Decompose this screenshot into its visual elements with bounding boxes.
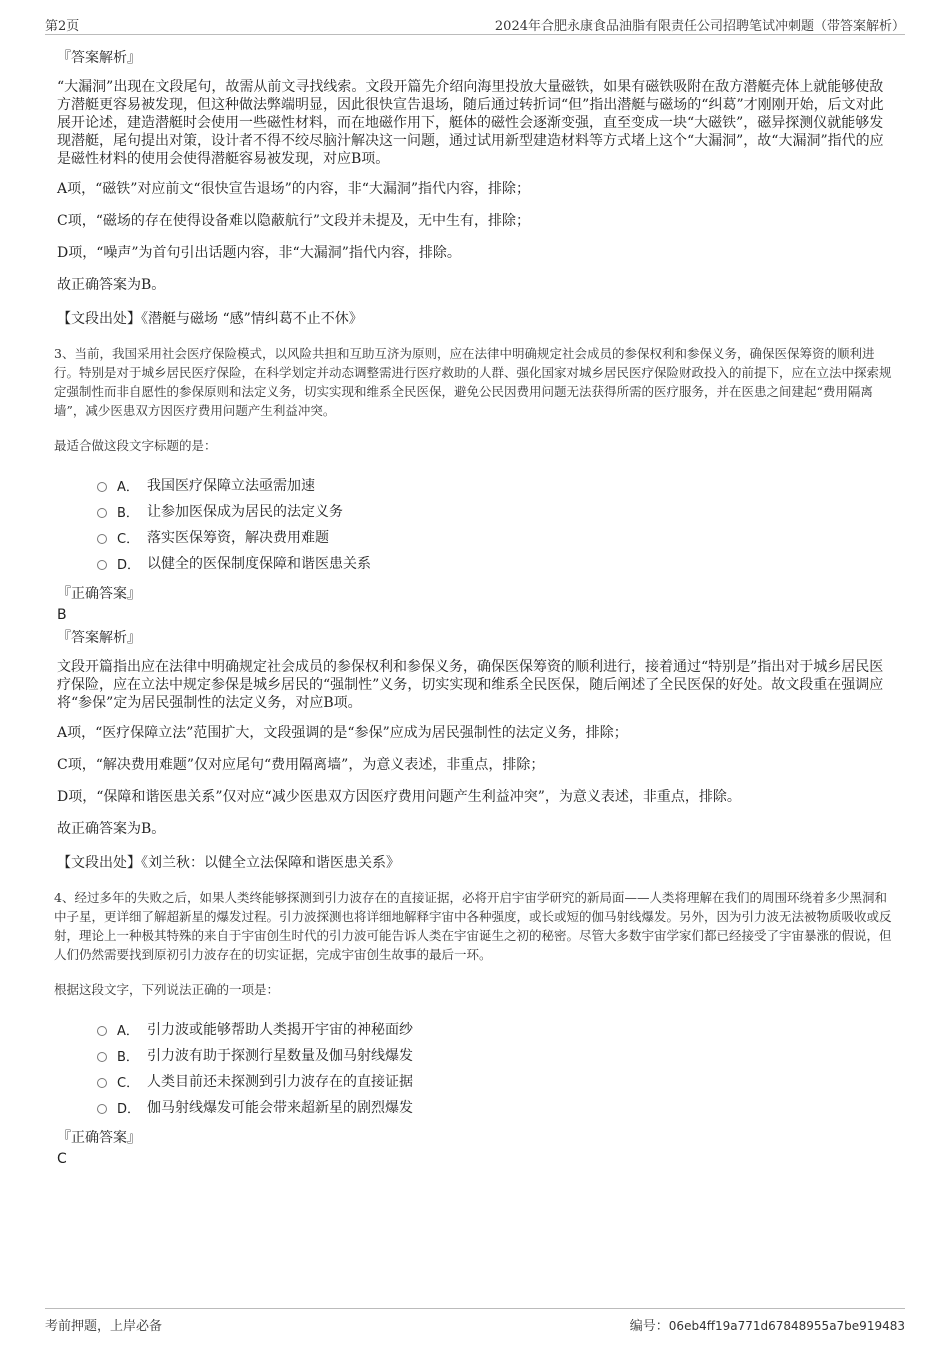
option-text: 伽马射线爆发可能会带来超新星的剧烈爆发 — [147, 1100, 413, 1116]
page-content — [54, 44, 895, 1170]
option-text: 引力波或能够帮助人类揭开宇宙的神秘面纱 — [147, 1022, 413, 1038]
analysis-option-d: D项，“噪声”为首句引出话题内容，非“大漏洞”指代内容，排除。 — [57, 245, 461, 261]
option-list — [97, 472, 895, 576]
source-citation: 【文段出处】《刘兰秋：以健全立法保障和谐医患关系》 — [57, 855, 400, 871]
radio-icon[interactable] — [97, 534, 107, 544]
source-citation: 【文段出处】《潜艇与磁场 “感”情纠葛不止不休》 — [57, 311, 363, 327]
analysis-text: 文段开篇指出应在法律中明确规定社会成员的参保权利和参保义务，确保医保筹资的顺利进行，接着通过“特别是”指出对于城乡居民医疗保险，应在立法中规定参保是城乡居民的“强制性”义务，切实实现和维系全民医保，随后阐述了全民医保的好处。故文段重在强调应将“参保”定为居民强制性的法定义务，对应B项。 — [57, 659, 884, 711]
option-letter: D． — [117, 557, 141, 573]
option-text: 让参加医保成为居民的法定义务 — [147, 504, 343, 520]
option-text: 引力波有助于探测行星数量及伽马射线爆发 — [147, 1048, 413, 1064]
option-b[interactable] — [97, 498, 895, 524]
question-stem: 4、经过多年的失败之后，如果人类终能够探测到引力波存在的直接证据，必将开启宇宙学研究的新局面——人类将理解在我们的周围环绕着多少黑洞和中子星，更详细了解超新星的爆发过程。引力波探测也将详细地解释宇宙中各种强度，或长或短的伽马射线爆发。另外，因为引力波无法被物质吸收或反射，理论上一种极其特殊的来自于宇宙创生时代的引力波可能告诉人类在宇宙诞生之初的秘密。尽管大多数宇宙学家们都已经接受了宇宙暴涨的假说，但人们仍然需要找到原初引力波存在的切实证据，完成宇宙创生故事的最后一环。 — [54, 890, 892, 962]
radio-icon[interactable] — [97, 560, 107, 570]
option-a[interactable] — [97, 1016, 895, 1042]
document-code — [630, 1315, 905, 1334]
radio-icon[interactable] — [97, 1026, 107, 1036]
radio-icon[interactable] — [97, 508, 107, 518]
analysis-label: 『答案解析』 — [57, 50, 141, 66]
option-text: 落实医保筹资，解决费用难题 — [147, 530, 329, 546]
option-d[interactable] — [97, 550, 895, 576]
option-a[interactable] — [97, 472, 895, 498]
option-d[interactable] — [97, 1094, 895, 1120]
option-text: 我国医疗保障立法亟需加速 — [147, 478, 315, 494]
option-b[interactable] — [97, 1042, 895, 1068]
analysis-text: “大漏洞”出现在文段尾句，故需从前文寻找线索。文段开篇先介绍向海里投放大量磁铁，如果有磁铁吸附在敌方潜艇壳体上就能够使敌方潜艇更容易被发现，但这种做法弊端明显，因此很快宣告退场，随后通过转折词“但”指出潜艇与磁场的“纠葛”才刚刚开始，后文对此展开论述，建造潜艇时会使用一些磁性材料，而在地磁作用下，艇体的磁性会逐渐变强，直至变成一块“大磁铁”，磁异探测仪就能够发现潜艇，尾句提出对策，设计者不得不绞尽脑汁解决这一问题，通过试用新型建造材料等方式堵上这个“大漏洞”，故“大漏洞”指代的应是磁性材料的使用会使得潜艇容易被发现，对应B项。 — [57, 79, 884, 167]
option-text: 人类目前还未探测到引力波存在的直接证据 — [147, 1074, 413, 1090]
option-letter: A． — [117, 479, 139, 495]
analysis-option-c: C项，“磁场的存在使得设备难以隐蔽航行”文段并未提及，无中生有，排除； — [57, 213, 531, 229]
conclusion: 故正确答案为B。 — [57, 821, 166, 837]
page-header — [45, 12, 905, 35]
option-c[interactable] — [97, 524, 895, 550]
analysis-label: 『答案解析』 — [57, 630, 141, 646]
radio-icon[interactable] — [97, 1104, 107, 1114]
code-value: 06eb4ff19a771d67848955a7be919483 — [668, 1319, 905, 1333]
option-list — [97, 1016, 895, 1120]
correct-answer-label: 『正确答案』 — [57, 1130, 141, 1146]
option-letter: A． — [117, 1023, 139, 1039]
analysis-option-a: A项，“医疗保障立法”范围扩大，文段强调的是“参保”应成为居民强制性的法定义务，排除； — [57, 725, 628, 741]
radio-icon[interactable] — [97, 1052, 107, 1062]
option-letter: B． — [117, 505, 139, 521]
correct-answer-label: 『正确答案』 — [57, 586, 141, 602]
radio-icon[interactable] — [97, 482, 107, 492]
radio-icon[interactable] — [97, 1078, 107, 1088]
code-label: 编号： — [629, 1319, 669, 1334]
page-number: 第2页 — [45, 19, 80, 34]
option-c[interactable] — [97, 1068, 895, 1094]
analysis-option-c: C项，“解决费用难题”仅对应尾句“费用隔离墙”，为意义表述，非重点，排除； — [57, 757, 545, 773]
option-letter: C． — [117, 531, 140, 547]
option-letter: D． — [117, 1101, 141, 1117]
question-stem: 3、当前，我国采用社会医疗保险模式，以风险共担和互助互济为原则，应在法律中明确规定社会成员的参保权利和参保义务，确保医保筹资的顺利进行。特别是对于城乡居民医疗保险，在科学划定并动态调整需进行医疗救助的人群、强化国家对城乡居民医疗保险财政投入的前提下，应在立法中探索规定强制性而非自愿性的参保原则和法定义务，切实实现和维系全民医保，避免公民因费用问题无法获得所需的医疗服务，并在医患之间建起“费用隔离墙”，减少医患双方因医疗费用问题产生利益冲突。 — [54, 346, 892, 418]
footer-slogan: 考前押题，上岸必备 — [45, 1319, 163, 1334]
option-letter: C． — [117, 1075, 140, 1091]
question-prompt: 最适合做这段文字标题的是： — [54, 438, 217, 453]
correct-answer: C — [57, 1151, 67, 1167]
question-prompt: 根据这段文字，下列说法正确的一项是： — [54, 982, 280, 997]
page-footer — [45, 1308, 905, 1339]
correct-answer: B — [57, 607, 67, 623]
conclusion: 故正确答案为B。 — [57, 277, 166, 293]
analysis-option-d: D项，“保障和谐医患关系”仅对应“减少医患双方因医疗费用问题产生利益冲突”，为意义表述，非重点，排除。 — [57, 789, 741, 805]
option-letter: B． — [117, 1049, 139, 1065]
analysis-option-a: A项，“磁铁”对应前文“很快宣告退场”的内容，非“大漏洞”指代内容，排除； — [57, 181, 531, 197]
option-text: 以健全的医保制度保障和谐医患关系 — [147, 556, 371, 572]
document-title: 2024年合肥永康食品油脂有限责任公司招聘笔试冲刺题（带答案解析） — [494, 19, 905, 34]
